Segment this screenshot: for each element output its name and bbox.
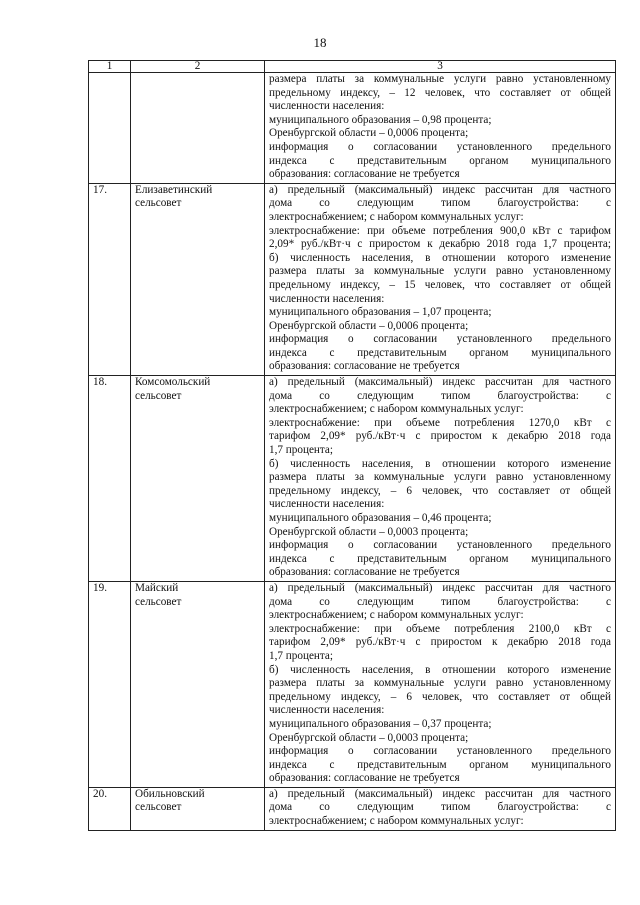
description-line: муниципального образования – 0,98 процента; <box>269 113 492 126</box>
description-line: образования: согласование не требуется <box>269 360 460 373</box>
description-line: б) численность населения, в отношении которого изменение <box>269 457 611 470</box>
table-header-row <box>89 61 616 73</box>
column-header-description: 3 <box>265 61 616 73</box>
description-line: а) предельный (максимальный) индекс рассчитан для частного <box>269 787 611 800</box>
description-line: численности населения: <box>269 292 385 305</box>
municipality-name-line: сельсовет <box>135 595 182 608</box>
index-description <box>265 73 616 184</box>
description-line: электроснабжением; с набором коммунальных услуг: <box>269 609 524 622</box>
row-number: 20. <box>89 787 131 830</box>
description-line: 2,09* руб./кВт·ч с приростом к декабрю 2018 года 1,7 процента; <box>269 238 611 251</box>
description-line: б) численность населения, в отношении которого изменение <box>269 663 611 676</box>
index-description <box>265 581 616 787</box>
description-line: 1,7 процента; <box>269 444 333 457</box>
description-line: размера платы за коммунальные услуги равно установленному <box>269 265 611 278</box>
municipality-name-line: Елизаветинский <box>135 183 213 196</box>
description-line: дома со следующим типом благоустройства: с <box>269 197 611 210</box>
row-number: 19. <box>89 581 131 787</box>
description-line: а) предельный (максимальный) индекс рассчитан для частного <box>269 581 611 594</box>
description-line: дома со следующим типом благоустройства: с <box>269 595 611 608</box>
description-line: тарифом 2,09* руб./кВт·ч с приростом к декабрю 2018 года <box>269 430 611 443</box>
table-row <box>89 73 616 184</box>
description-line: образования: согласование не требуется <box>269 168 460 181</box>
municipality-name-line: сельсовет <box>135 197 182 210</box>
municipality-name-line: Обильновский <box>135 787 205 800</box>
municipal-index-table <box>88 60 616 831</box>
description-line: Оренбургской области – 0,0003 процента; <box>269 525 469 538</box>
description-line: а) предельный (максимальный) индекс рассчитан для частного <box>269 376 611 389</box>
description-line: б) численность населения, в отношении которого изменение <box>269 251 611 264</box>
description-line: муниципального образования – 0,37 процента; <box>269 717 492 730</box>
description-line: муниципального образования – 0,46 процента; <box>269 512 492 524</box>
description-line: образования: согласование не требуется <box>269 772 460 785</box>
table-row <box>89 376 616 582</box>
municipality-name-line: сельсовет <box>135 389 182 402</box>
municipality-name <box>131 376 265 582</box>
municipality-name-line: Майский <box>135 581 179 594</box>
description-line: размера платы за коммунальные услуги равно установленному <box>269 73 611 85</box>
description-line: индекса с представительным органом муниципального <box>269 154 611 167</box>
row-number: 17. <box>89 183 131 375</box>
description-line: информация о согласовании установленного предельного <box>269 745 611 758</box>
municipality-name <box>131 183 265 375</box>
description-line: дома со следующим типом благоустройства: с <box>269 801 611 814</box>
description-line: 1,7 процента; <box>269 649 333 662</box>
description-line: Оренбургской области – 0,0003 процента; <box>269 731 469 744</box>
index-description <box>265 183 616 375</box>
description-line: индекса с представительным органом муниципального <box>269 552 611 565</box>
description-line: информация о согласовании установленного предельного <box>269 333 611 346</box>
description-line: информация о согласовании установленного предельного <box>269 140 611 153</box>
table-row <box>89 183 616 375</box>
description-line: предельному индексу, – 15 человек, что составляет от общей <box>269 278 611 291</box>
index-description <box>265 376 616 582</box>
index-description <box>265 787 616 830</box>
description-line: образования: согласование не требуется <box>269 566 460 579</box>
description-line: дома со следующим типом благоустройства: с <box>269 389 611 402</box>
row-number: 18. <box>89 376 131 582</box>
description-line: электроснабжение: при объеме потребления 900,0 кВт с тарифом <box>269 224 611 237</box>
description-line: предельному индексу, – 6 человек, что составляет от общей <box>269 484 611 497</box>
description-line: численности населения: <box>269 498 385 511</box>
column-header-municipality: 2 <box>131 61 265 73</box>
description-line: электроснабжение: при объеме потребления 1270,0 кВт с <box>269 416 611 429</box>
table-row <box>89 787 616 830</box>
municipality-name <box>131 787 265 830</box>
description-line: Оренбургской области – 0,0006 процента; <box>269 319 469 332</box>
description-line: предельному индексу, – 12 человек, что составляет от общей <box>269 86 611 99</box>
municipality-name-line: Комсомольский <box>135 376 211 389</box>
description-line: предельному индексу, – 6 человек, что составляет от общей <box>269 690 611 703</box>
municipality-name-line: сельсовет <box>135 801 182 814</box>
description-line: индекса с представительным органом муниципального <box>269 758 611 771</box>
description-line: электроснабжением; с набором коммунальных услуг: <box>269 403 524 416</box>
table-body <box>89 73 616 831</box>
page-number: 18 <box>313 35 327 50</box>
description-line: индекса с представительным органом муниципального <box>269 346 611 359</box>
table-row <box>89 581 616 787</box>
municipality-name <box>131 73 265 184</box>
description-line: численности населения: <box>269 100 385 113</box>
description-line: численности населения: <box>269 704 385 717</box>
description-line: Оренбургской области – 0,0006 процента; <box>269 127 469 140</box>
description-line: муниципального образования – 1,07 процента; <box>269 306 492 319</box>
description-line: электроснабжение: при объеме потребления 2100,0 кВт с <box>269 622 611 635</box>
row-number <box>89 73 131 184</box>
description-line: электроснабжением; с набором коммунальных услуг: <box>269 815 524 828</box>
description-line: размера платы за коммунальные услуги равно установленному <box>269 677 611 690</box>
description-line: информация о согласовании установленного предельного <box>269 539 611 552</box>
description-line: размера платы за коммунальные услуги равно установленному <box>269 471 611 484</box>
description-line: а) предельный (максимальный) индекс рассчитан для частного <box>269 183 611 196</box>
description-line: электроснабжением; с набором коммунальных услуг: <box>269 210 524 223</box>
column-header-number: 1 <box>89 61 131 73</box>
description-line: тарифом 2,09* руб./кВт·ч с приростом к декабрю 2018 года <box>269 636 611 649</box>
municipality-name <box>131 581 265 787</box>
